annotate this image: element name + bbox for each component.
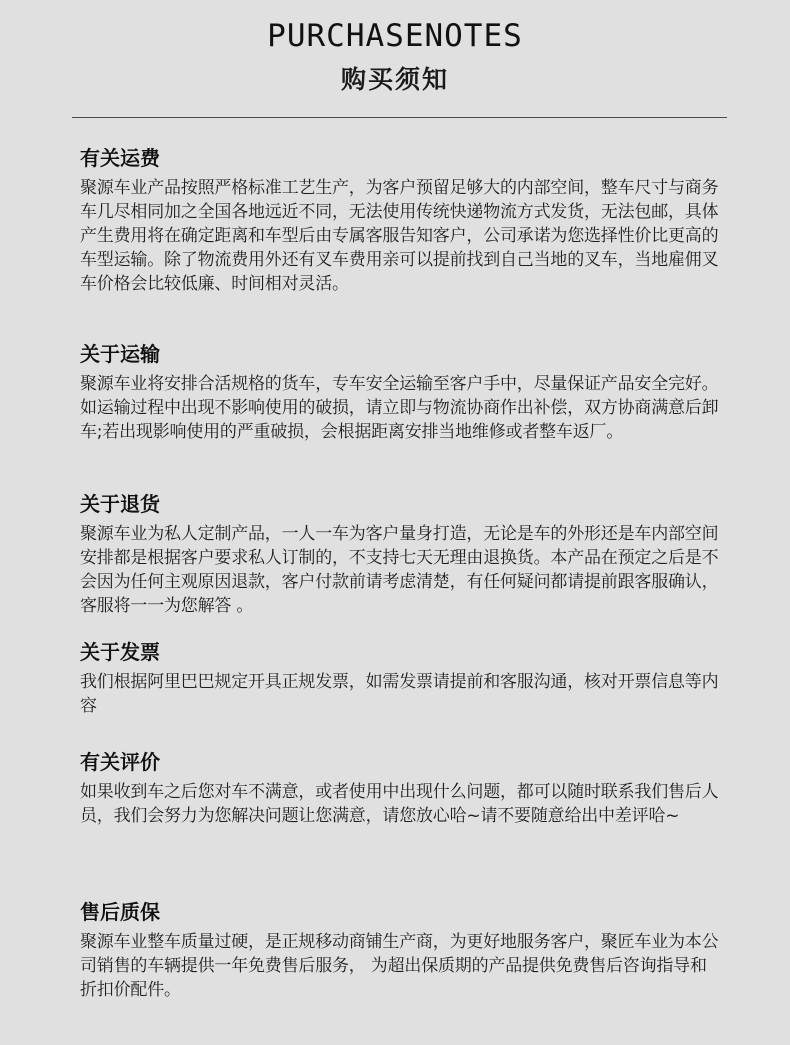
section-warranty [80, 898, 720, 1002]
section-heading: 售后质保 [80, 900, 160, 924]
section-invoice [80, 638, 720, 718]
section-heading: 有关运费 [80, 146, 160, 170]
page-title-chinese: 购买须知 [340, 65, 449, 94]
page-title-english: PURCHASENOTES [267, 18, 523, 54]
section-body: 如果收到车之后您对车不满意，或者使用中出现什么问题，都可以随时联系我们售后人员，我们会努力为您解决问题让您满意，请您放心哈~请不要随意给出中差评哈~ [80, 782, 719, 826]
section-body: 聚源车业为私人定制产品，一人一车为客户量身打造，无论是车的外形还是车内部空间安排都是根据客户要求私人订制的，不支持七天无理由退换货。本产品在预定之后是不会因为任何主观原因退款，客户付款前请考虑清楚，有任何疑问都请提前跟客服确认，客服将一一为您解答 。 [80, 524, 719, 616]
section-heading: 关于退货 [80, 492, 160, 516]
section-heading: 关于运输 [80, 342, 160, 366]
section-body: 聚源车业将安排合活规格的货车，专车安全运输至客户手中，尽量保证产品安全完好。如运输过程中出现不影响使用的破损，请立即与物流协商作出补偿，双方协商满意后卸车;若出现影响使用的严重破损，会根据距离安排当地维修或者整车返厂。 [80, 374, 719, 442]
section-heading: 关于发票 [80, 640, 160, 664]
section-shipping-fee [80, 144, 720, 296]
section-reviews [80, 748, 720, 828]
section-body: 聚源车业整车质量过硬，是正规移动商铺生产商，为更好地服务客户，聚匠车业为本公司销售的车辆提供一年免费售后服务， 为超出保质期的产品提供免费售后咨询指导和折扣价配件。 [80, 932, 719, 1000]
section-body: 聚源车业产品按照严格标准工艺生产，为客户预留足够大的内部空间，整车尺寸与商务车几尽相同加之全国各地远近不同，无法使用传统快递物流方式发货，无法包邮，具体产生费用将在确定距离和车型后由专属客服告知客户，公司承诺为您选择性价比更高的车型运输。除了物流费用外还有叉车费用亲可以提前找到自己当地的叉车，当地雇佣叉车价格会比较低廉、时间相对灵活。 [80, 178, 719, 294]
section-transport [80, 340, 720, 444]
section-returns [80, 490, 720, 618]
section-heading: 有关评价 [80, 750, 160, 774]
header-divider [72, 117, 727, 118]
section-body: 我们根据阿里巴巴规定开具正规发票，如需发票请提前和客服沟通，核对开票信息等内容 [80, 672, 719, 716]
